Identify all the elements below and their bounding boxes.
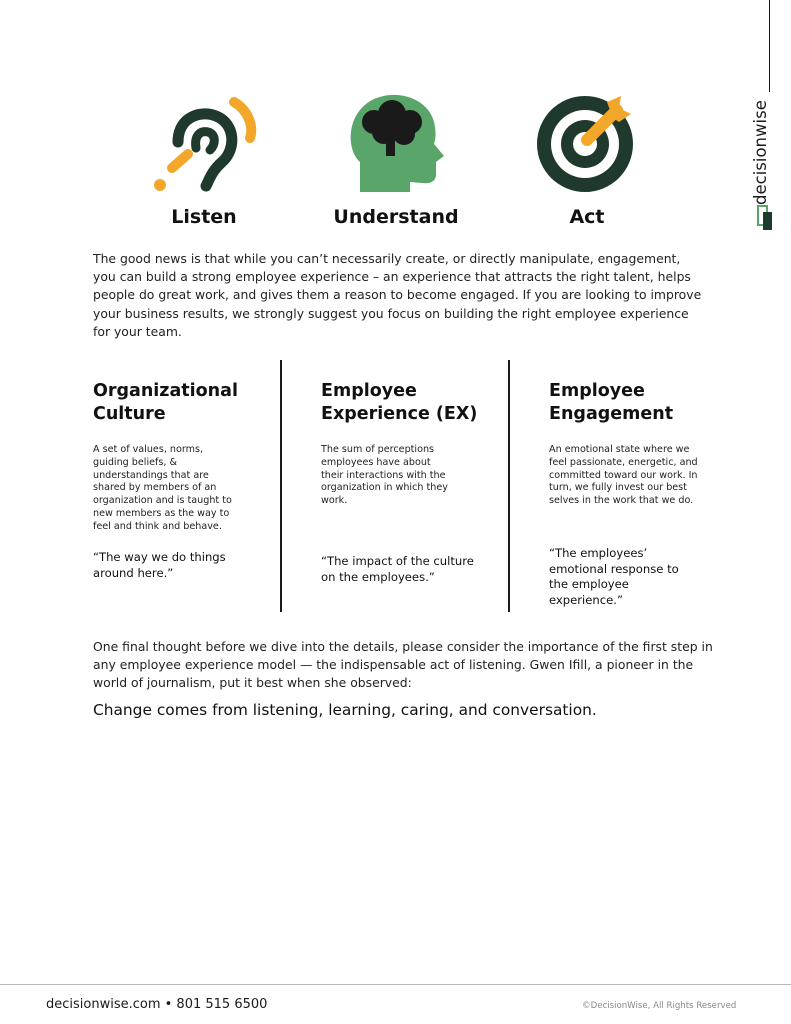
column-employee-engagement (549, 380, 729, 607)
target-icon (535, 92, 639, 196)
column-title: Employee Experience (EX) (321, 381, 478, 424)
footer-copyright: ©DecisionWise, All Rights Reserved (582, 1001, 737, 1011)
column-divider (508, 360, 510, 612)
outro-paragraph: One final thought before we dive into the details, please consider the importance of the first step in any employee experience model — the indispensable act of listening. Gwen Ifill, a pioneer in the world of journalism, put it best when she observed: (93, 639, 713, 691)
column-divider (280, 360, 282, 612)
decisionwise-logo-icon (757, 205, 773, 231)
side-divider (769, 0, 770, 92)
column-definition: An emotional state where we feel passionate, energetic, and committed toward our work. In turn, we fully invest our best selves in the work that we do. (549, 444, 698, 507)
act-label: Act (569, 206, 605, 228)
side-brand-text: decisionwise (751, 100, 770, 205)
column-definition: The sum of perceptions employees have about their interactions with the organization in which they work. (321, 444, 448, 507)
head-tree-icon (344, 92, 448, 196)
closing-quote: Change comes from listening, learning, caring, and conversation. (93, 701, 597, 719)
column-quote: “The employees’ emotional response to the employee experience.” (549, 546, 679, 607)
column-organizational-culture (93, 380, 273, 580)
listen-label: Listen (171, 206, 237, 228)
ear-icon (150, 92, 258, 196)
footer-divider (0, 984, 791, 985)
column-quote: “The impact of the culture on the employees.” (321, 554, 474, 584)
intro-paragraph: The good news is that while you can’t necessarily create, or directly manipulate, engagement, you can build a strong employee experience – an experience that attracts the right talent, helps people do great work, and gives them a reason to become engaged. If you are looking to improve your business results, we strongly suggest you focus on building the right employee experience for your team. (93, 251, 702, 339)
understand-label: Understand (333, 206, 459, 228)
footer-contact[interactable]: decisionwise.com • 801 515 6500 (46, 997, 268, 1012)
column-quote: “The way we do things around here.” (93, 550, 226, 580)
column-title: Employee Engagement (549, 381, 674, 424)
column-title: Organizational Culture (93, 381, 238, 424)
column-definition: A set of values, norms, guiding beliefs, & understandings that are shared by members of an organization and is taught to new members as the way to feel and think and behave. (93, 444, 232, 532)
column-employee-experience (321, 380, 501, 584)
